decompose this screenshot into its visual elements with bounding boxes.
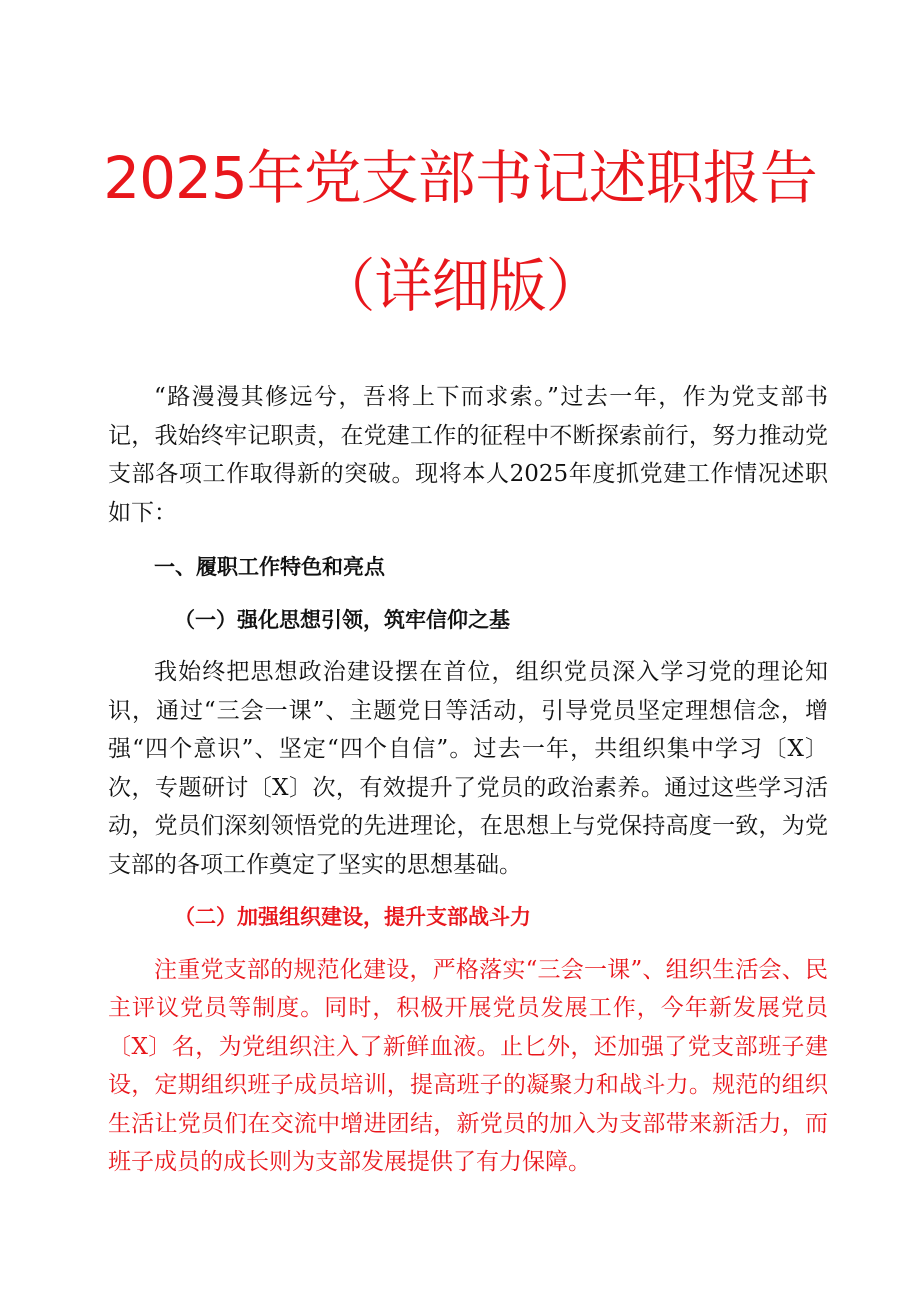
document-subtitle: （详细版） <box>317 252 603 320</box>
subsection-heading: （一）强化思想引领，筑牢信仰之基 <box>174 607 510 632</box>
document-body <box>108 378 828 1182</box>
section-heading: 一、履职工作特色和亮点 <box>154 555 385 579</box>
subsection-paragraph-highlighted: 注重党支部的规范化建设，严格落实“三会一课”、组织生活会、民主评议党员等制度。同时，积极开展党员发展工作，今年新发展党员〔X〕名，为党组织注入了新鲜血液。止匕外，还加强了党支部班子建设，定期组织班子成员培训，提高班子的凝聚力和战斗力。规范的组织生活让党员们在交流中增进团结，新党员的加入为支部带来新活力，而班子成员的成长则为支部发展提供了有力保障。 <box>108 956 828 1175</box>
document-title: 2025年党支部书记述职报告 <box>103 144 817 212</box>
subsection-heading-highlighted: （二）加强组织建设，提升支部战斗力 <box>174 905 531 929</box>
intro-paragraph: “路漫漫其修远兮，吾将上下而求索。”过去一年，作为党支部书记，我始终牢记职责，在党建工作的征程中不断探索前行，努力推动党支部各项工作取得新的突破。现将本人2025年度抓党建工作情况述职如下： <box>108 384 828 526</box>
subsection-paragraph: 我始终把思想政治建设摆在首位，组织党员深入学习党的理论知识，通过“三会一课”、主题党日等活动，引导党员坚定理想信念，增强“四个意识”、坚定“四个自信”。过去一年，共组织集中学习〔X〕次，专题研讨〔X〕次，有效提升了党员的政治素养。通过这些学习活动，党员们深刻领悟党的先进理论，在思想上与党保持高度一致，为党支部的各项工作奠定了坚实的思想基础。 <box>108 659 828 878</box>
